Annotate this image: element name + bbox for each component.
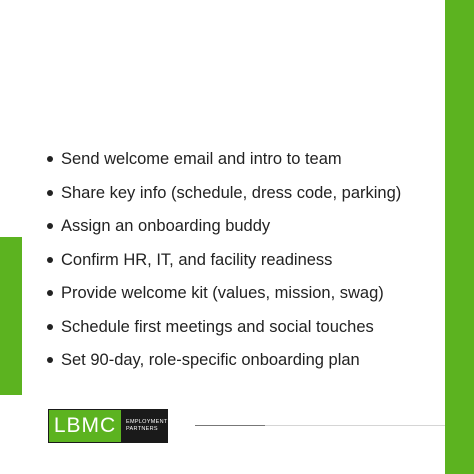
list-item-text: Assign an onboarding buddy: [61, 217, 271, 235]
divider-line-light: [265, 425, 445, 426]
lbmc-logo: [48, 409, 168, 443]
list-item: [44, 280, 439, 314]
logo-tagline-line-1: EMPLOYMENT: [126, 419, 168, 425]
list-item: [44, 180, 439, 214]
list-item-text: Provide welcome kit (values, mission, swag): [61, 284, 384, 302]
list-item: [44, 347, 439, 381]
list-item-text: Send welcome email and intro to team: [61, 150, 342, 168]
list-item-text: Set 90-day, role-specific onboarding plan: [61, 351, 360, 369]
list-item: [44, 247, 439, 281]
list-item-text: Schedule first meetings and social touches: [61, 317, 374, 336]
onboarding-checklist: [44, 146, 439, 381]
list-item: [44, 146, 439, 180]
accent-bar-right: [445, 0, 474, 474]
bullet-icon: [47, 324, 53, 330]
divider-line: [195, 425, 265, 426]
bullet-icon: [47, 223, 53, 229]
logo-tagline-line-2: PARTNERS: [126, 426, 158, 432]
bullet-icon: [47, 156, 53, 162]
accent-bar-left: [0, 237, 22, 395]
bullet-icon: [47, 257, 53, 263]
bullet-icon: [47, 357, 53, 363]
logo-mark: LBMC: [48, 409, 122, 443]
logo-tagline: [122, 409, 168, 443]
list-item: [44, 314, 439, 348]
bullet-icon: [47, 290, 53, 296]
bullet-icon: [47, 190, 53, 196]
list-item: [44, 213, 439, 247]
list-item-text: Confirm HR, IT, and facility readiness: [61, 250, 333, 269]
list-item-text: Share key info (schedule, dress code, parking): [61, 183, 402, 202]
